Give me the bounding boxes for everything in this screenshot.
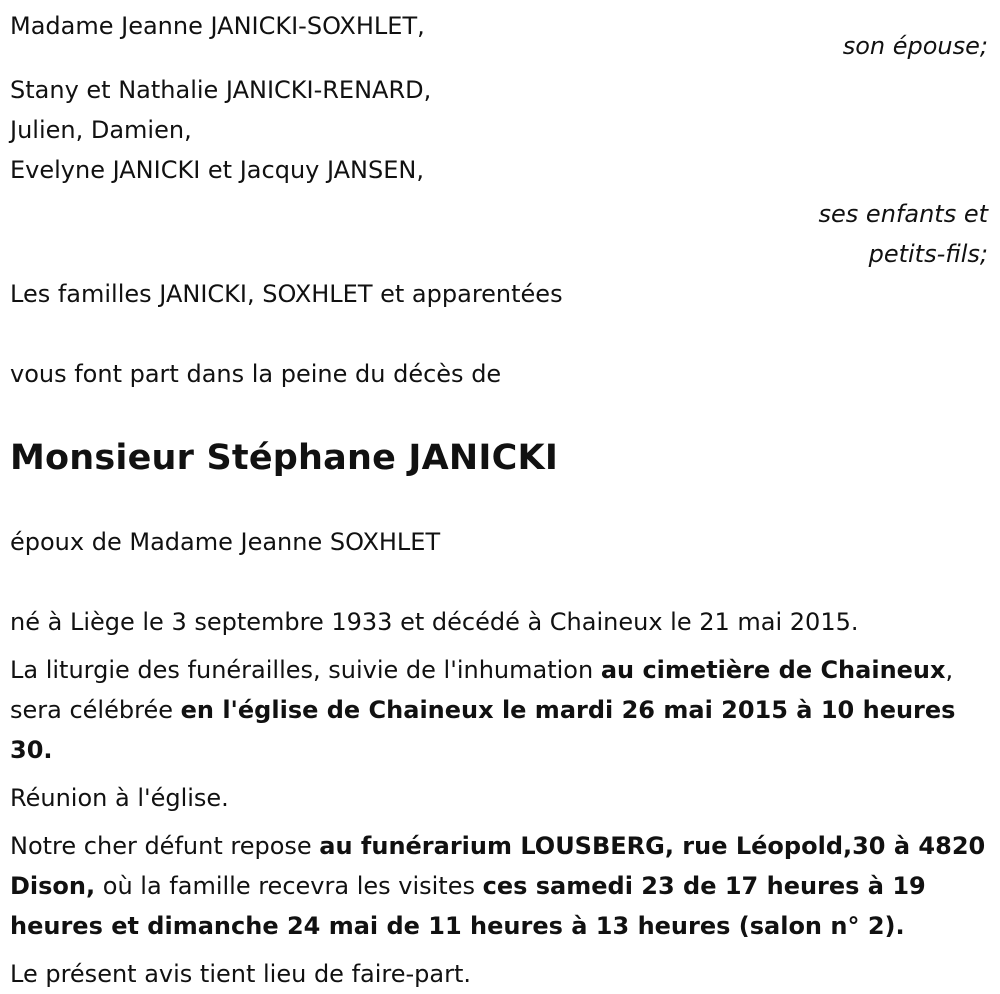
liturgy-cemetery: au cimetière de Chaineux xyxy=(600,656,946,684)
liturgy-paragraph xyxy=(10,650,990,770)
children-line-3: Evelyne JANICKI et Jacquy JANSEN, xyxy=(10,156,424,184)
liturgy-text-1: La liturgie des funérailles, suivie de l'inhumation xyxy=(10,656,601,684)
birth-death-line: né à Liège le 3 septembre 1933 et décédé à Chaineux le 21 mai 2015. xyxy=(10,608,859,636)
repose-text-1: Notre cher défunt repose xyxy=(10,832,320,860)
children-line-1: Stany et Nathalie JANICKI-RENARD, xyxy=(10,76,432,104)
families-line: Les familles JANICKI, SOXHLET et apparentées xyxy=(10,280,563,308)
deceased-name: Monsieur Stéphane JANICKI xyxy=(10,438,559,478)
liturgy-church-date: en l'église de Chaineux le mardi 26 mai 2015 à 10 heures 30. xyxy=(10,696,956,764)
meeting-line: Réunion à l'église. xyxy=(10,784,229,812)
announcement-line: vous font part dans la peine du décès de xyxy=(10,360,502,388)
children-relation-1: ses enfants et xyxy=(818,200,988,228)
liturgy-text-2: , sera célébrée xyxy=(10,656,954,724)
closing-line: Le présent avis tient lieu de faire-part. xyxy=(10,960,472,988)
spouse-of-line: époux de Madame Jeanne SOXHLET xyxy=(10,528,441,556)
spouse-relation: son épouse; xyxy=(842,32,988,60)
repose-text-2: où la famille recevra les visites xyxy=(95,872,483,900)
children-relation-2: petits-fils; xyxy=(868,240,988,268)
spouse-name: Madame Jeanne JANICKI-SOXHLET, xyxy=(10,12,425,40)
repose-visits: ces samedi 23 de 17 heures à 19 heures et dimanche 24 mai de 11 heures à 13 heures (salon n° 2). xyxy=(10,872,926,940)
repose-funerarium: au funérarium LOUSBERG, rue Léopold,30 à 4820 Dison, xyxy=(10,832,986,900)
repose-paragraph xyxy=(10,826,990,946)
children-line-2: Julien, Damien, xyxy=(10,116,192,144)
